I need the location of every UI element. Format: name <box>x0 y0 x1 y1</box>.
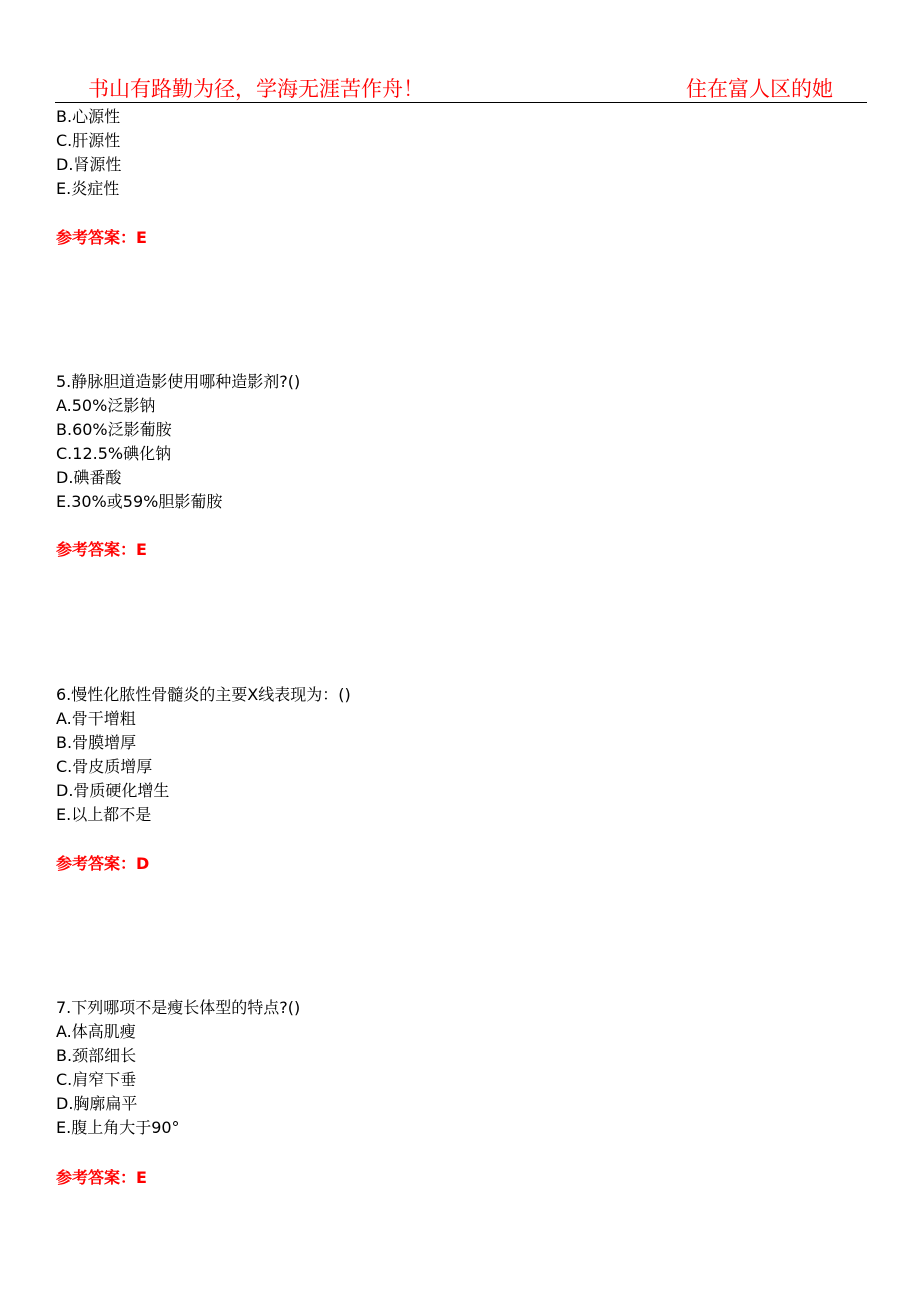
option-e: E.炎症性 <box>56 179 120 198</box>
header-motto: 书山有路勤为径，学海无涯苦作舟！ <box>88 77 424 101</box>
question-text: 5.静脉胆道造影使用哪种造影剂?() <box>56 372 301 391</box>
option-b: B.骨膜增厚 <box>56 733 137 752</box>
option-c: C.12.5%碘化钠 <box>56 444 172 463</box>
option-b: B.60%泛影葡胺 <box>56 420 172 439</box>
question-7 <box>56 996 300 1140</box>
question-text: 6.慢性化脓性骨髓炎的主要X线表现为：() <box>56 685 351 704</box>
option-a: A.体高肌瘦 <box>56 1022 136 1041</box>
option-b: B.心源性 <box>56 107 121 126</box>
option-a: A.骨干增粗 <box>56 709 136 728</box>
answer-4: 参考答案：E <box>56 228 147 247</box>
question-6 <box>56 683 351 827</box>
question-4-options <box>56 105 121 201</box>
option-c: C.骨皮质增厚 <box>56 757 153 776</box>
page-header <box>55 70 867 103</box>
option-a: A.50%泛影钠 <box>56 396 156 415</box>
header-author: 住在富人区的她 <box>686 77 833 101</box>
question-text: 7.下列哪项不是瘦长体型的特点?() <box>56 998 301 1017</box>
option-b: B.颈部细长 <box>56 1046 137 1065</box>
option-d: D.碘番酸 <box>56 468 122 487</box>
option-c: C.肩窄下垂 <box>56 1070 137 1089</box>
option-d: D.胸廓扁平 <box>56 1094 138 1113</box>
option-d: D.骨质硬化增生 <box>56 781 170 800</box>
option-c: C.肝源性 <box>56 131 121 150</box>
option-e: E.以上都不是 <box>56 805 152 824</box>
question-5 <box>56 370 300 514</box>
option-e: E.腹上角大于90° <box>56 1118 180 1137</box>
option-e: E.30%或59%胆影葡胺 <box>56 492 223 511</box>
answer-6: 参考答案：D <box>56 854 150 873</box>
answer-5: 参考答案：E <box>56 540 147 559</box>
option-d: D.肾源性 <box>56 155 122 174</box>
answer-7: 参考答案：E <box>56 1168 147 1187</box>
